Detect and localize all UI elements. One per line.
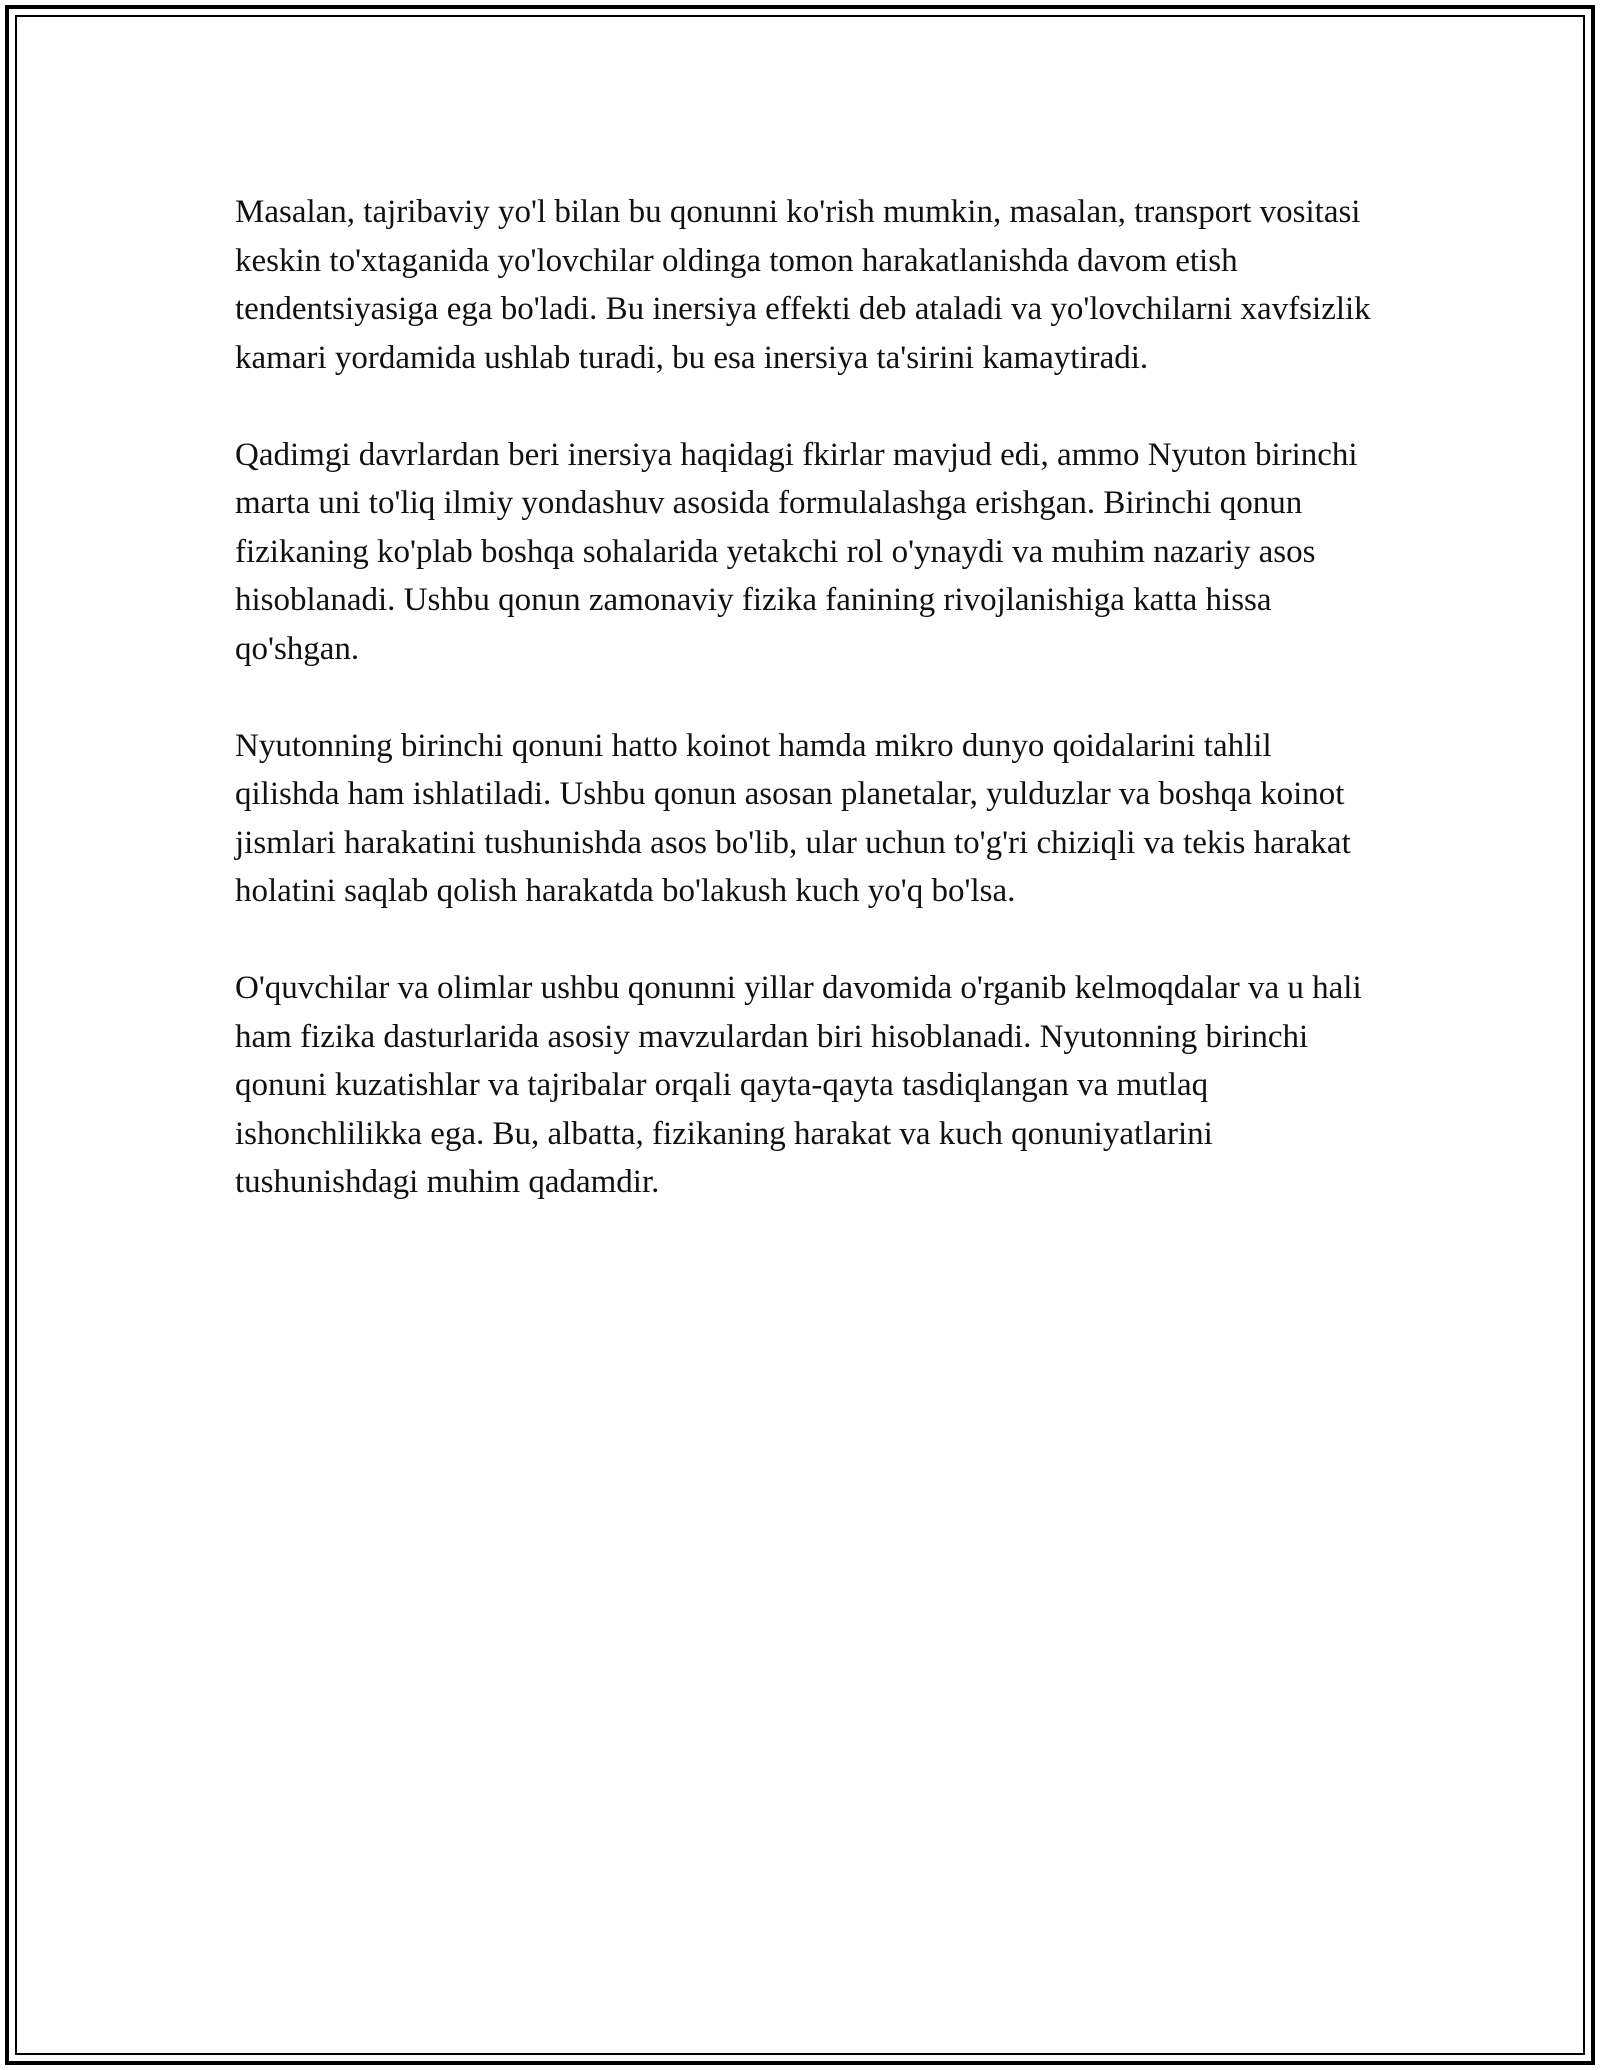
- paragraph-3: Nyutonning birinchi qonuni hatto koinot hamda mikro dunyo qoidalarini tahlil qilishda ham ishlatiladi. Ushbu qonun asosan planetalar, yulduzlar va boshqa koinot jismlari harakatini tushunishda asos bo'lib, ular uchun to'g'ri chiziqli va tekis harakat holatini saqlab qolish harakatda bo'lakush kuch yo'q bo'lsa.: [235, 727, 1351, 909]
- paragraph-2: Qadimgi davrlardan beri inersiya haqidagi fkirlar mavjud edi, ammo Nyuton birinchi marta uni to'liq ilmiy yondashuv asosida formulalashga erishgan. Birinchi qonun fizikaning ko'plab boshqa sohalarida yetakchi rol o'ynaydi va muhim nazariy asos hisoblanadi. Ushbu qonun zamonaviy fizika fanining rivojlanishiga katta hissa qo'shgan.: [235, 436, 1358, 667]
- paragraph-1: Masalan, tajribaviy yo'l bilan bu qonunni ko'rish mumkin, masalan, transport vositasi keskin to'xtaganida yo'lovchilar oldinga tomon harakatlanishda davom etish tendentsiyasiga ega bo'ladi. Bu inersiya effekti deb ataladi va yo'lovchilarni xavfsizlik kamari yordamida ushlab turadi, bu esa inersiya ta'sirini kamaytiradi.: [235, 194, 1371, 376]
- paragraph-4: O'quvchilar va olimlar ushbu qonunni yillar davomida o'rganib kelmoqdalar va u hali ham fizika dasturlarida asosiy mavzulardan biri hisoblanadi. Nyutonning birinchi qonuni kuzatishlar va tajribalar orqali qayta-qayta tasdiqlangan va mutlaq ishonchlilikka ega. Bu, albatta, fizikaning harakat va kuch qonuniyatlarini tushunishdagi muhim qadamdir.: [235, 970, 1362, 1200]
- document-body: [235, 188, 1375, 1255]
